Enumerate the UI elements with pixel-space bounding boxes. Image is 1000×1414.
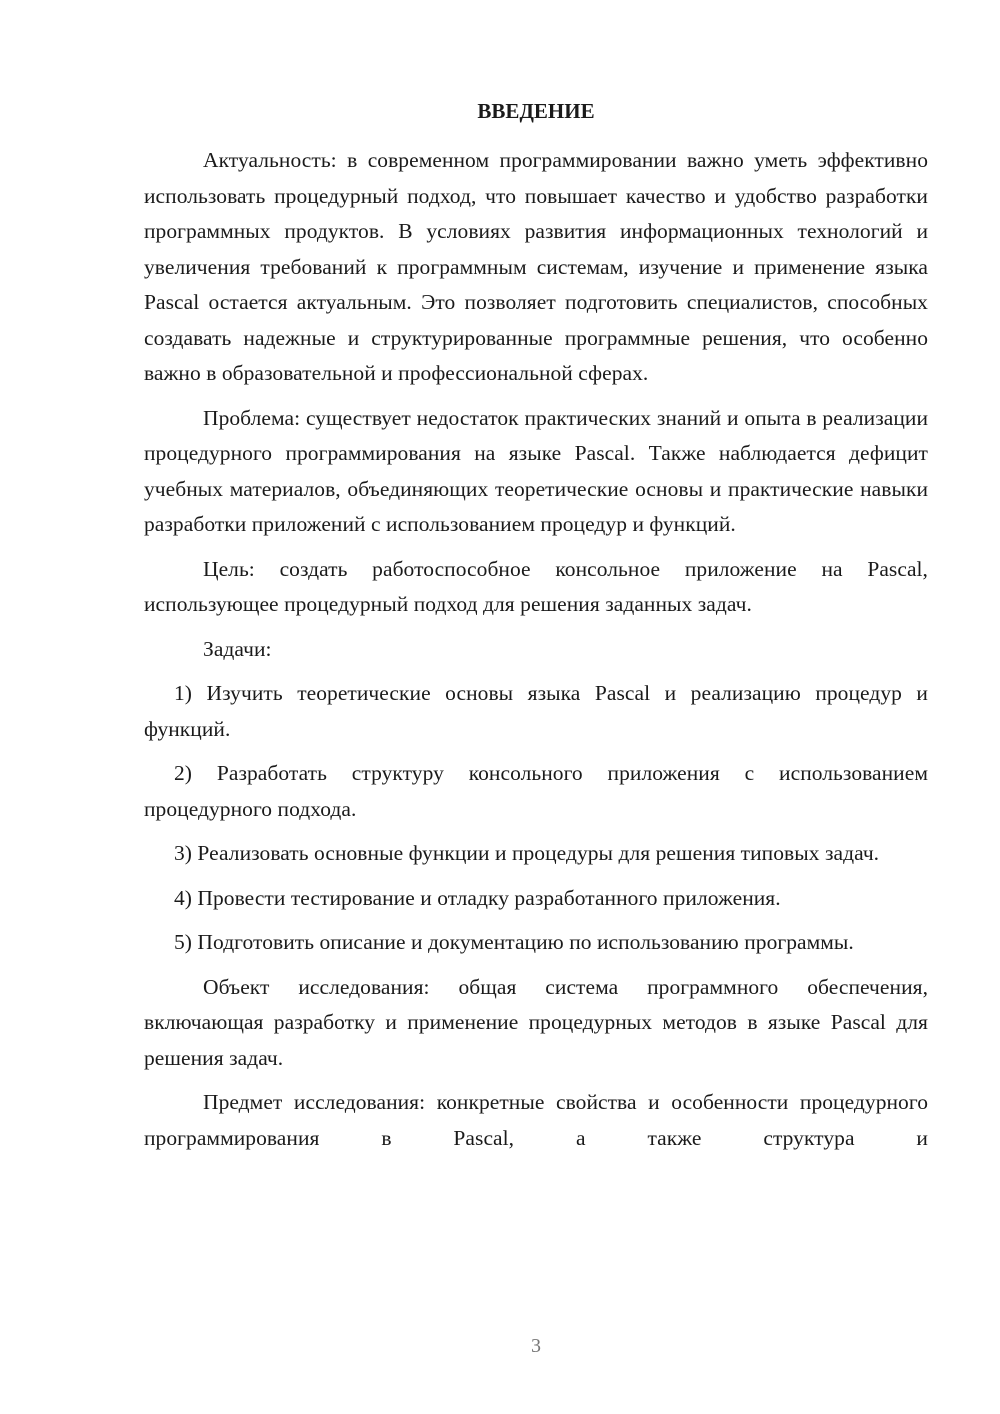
task-item-5: 5) Подготовить описание и документацию по использованию программы. (174, 930, 854, 954)
relevance-paragraph: Актуальность: в современном программировании важно уметь эффективно использовать процедурный подход, что повышает качество и удобство разработки программных продуктов. В условиях развития информационных технологий и увеличения требований к программным системам, изучение и применение языка Pascal остается актуальным. Это позволяет подготовить специалистов, способных создавать надежные и структурированные программные решения, что особенно важно в образовательной и профессиональной сферах. (144, 148, 928, 385)
goal-paragraph: Цель: создать работоспособное консольное приложение на Pascal, использующее процедурный подход для решения заданных задач. (144, 556, 928, 616)
task-item-3: 3) Реализовать основные функции и процедуры для решения типовых задач. (174, 841, 880, 865)
document-page (144, 0, 928, 1414)
page-number: 3 (531, 1335, 541, 1357)
problem-paragraph: Проблема: существует недостаток практических знаний и опыта в реализации процедурного программирования на языке Pascal. Также наблюдается дефицит учебных материалов, объединяющих теоретические основы и практические навыки разработки приложений с использованием процедур и функций. (144, 405, 928, 536)
task-item-1: 1) Изучить теоретические основы языка Pascal и реализацию процедур и функций. (144, 681, 928, 741)
task-item-2: 2) Разработать структуру консольного приложения с использованием процедурного подхода. (144, 761, 928, 821)
section-heading: ВВЕДЕНИЕ (477, 99, 595, 123)
research-subject-paragraph: Предмет исследования: конкретные свойства и особенности процедурного программирования в Pascal, а также структура и (144, 1090, 928, 1150)
task-item-4: 4) Провести тестирование и отладку разработанного приложения. (174, 885, 781, 910)
research-object-paragraph: Объект исследования: общая система программного обеспечения, включающая разработку и применение процедурных методов в языке Pascal для решения задач. (144, 974, 928, 1070)
document-body (144, 143, 928, 1165)
tasks-heading: Задачи: (203, 636, 272, 661)
